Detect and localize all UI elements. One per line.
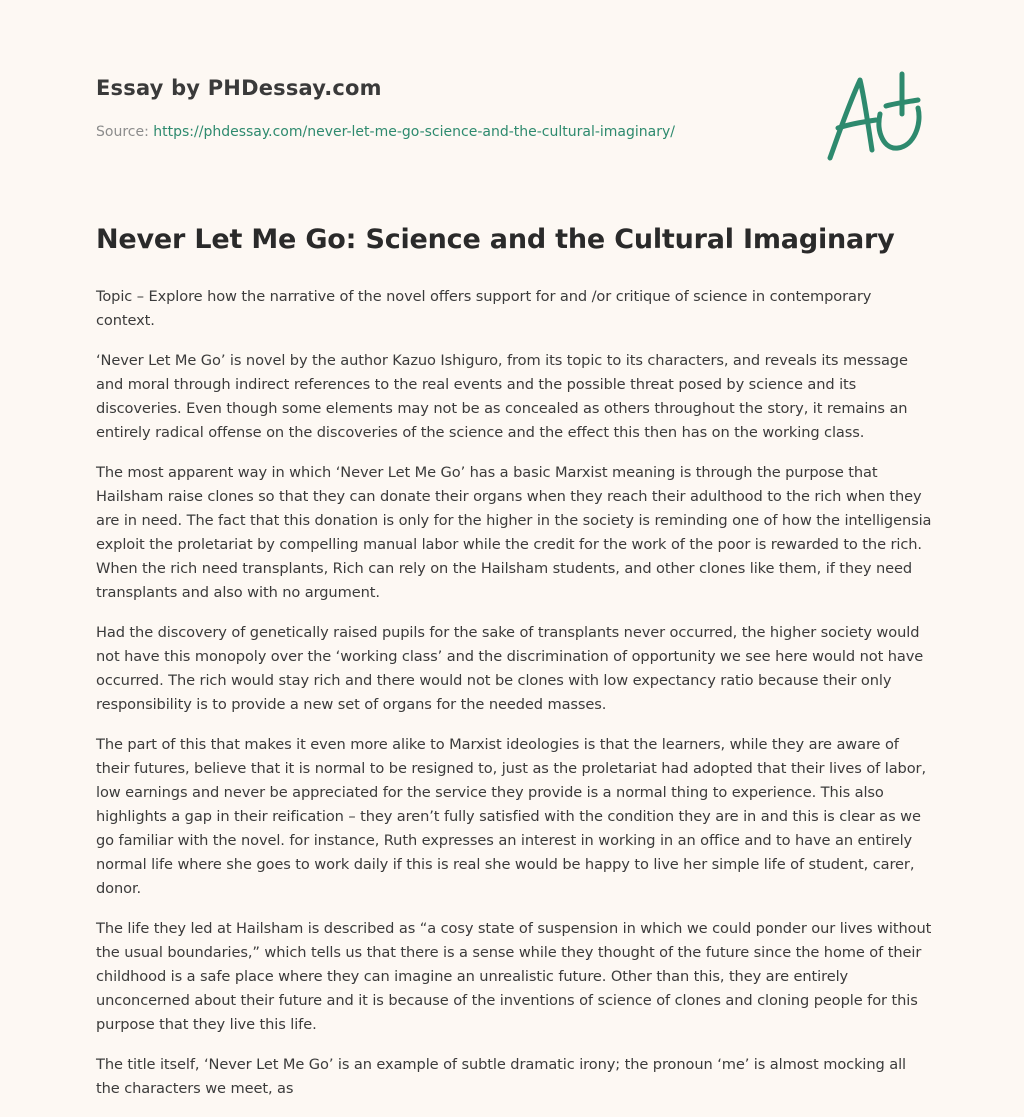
source-link[interactable]: https://phdessay.com/never-let-me-go-science-and-the-cultural-imaginary/ [153,124,675,140]
source-line [96,124,675,140]
essay-paragraph: The part of this that makes it even more alike to Marxist ideologies is that the learners, while they are aware of their futures, believe that it is normal to be resigned to, just as the proletariat had adopted that their lives of labor, low earnings and never be appreciated for the service they provide is a normal thing to experience. This also highlights a gap in their reification – they aren’t fully satisfied with the condition they are in and this is clear as we go familiar with the novel. for instance, Ruth expresses an interest in working in an office and to have an entirely normal life where she goes to work daily if this is real she would be happy to live her simple life of student, carer, donor. [96,736,926,897]
essay-paragraph: Topic – Explore how the narrative of the novel offers support for and /or critique of science in contemporary context. [96,288,872,329]
site-brand: Essay by PHDessay.com [96,76,382,100]
essay-title: Never Let Me Go: Science and the Cultural Imaginary [96,224,895,255]
essay-paragraph: The life they led at Hailsham is described as “a cosy state of suspension in which we could ponder our lives without the usual boundaries,” which tells us that there is a sense while they thought of the future since the home of their childhood is a safe place where they can imagine an unrealistic future. Other than this, they are entirely unconcerned about their future and it is because of the inventions of science of clones and cloning people for this purpose that they live this life. [96,920,932,1033]
essay-body [96,285,932,1117]
essay-paragraph: The most apparent way in which ‘Never Let Me Go’ has a basic Marxist meaning is through the purpose that Hailsham raise clones so that they can donate their organs when they reach their adulthood to the rich when they are in need. The fact that this donation is only for the higher in the society is reminding one of how the intelligensia exploit the proletariat by compelling manual labor while the credit for the work of the poor is rewarded to the rich. When the rich need transplants, Rich can rely on the Hailsham students, and other clones like them, if they need transplants and also with no argument. [96,464,932,601]
source-label: Source: [96,124,149,140]
a-plus-logo-icon [820,66,930,166]
essay-paragraph: The title itself, ‘Never Let Me Go’ is an example of subtle dramatic irony; the pronoun ‘me’ is almost mocking all the characters we meet, as [96,1056,906,1097]
essay-paragraph: Had the discovery of genetically raised pupils for the sake of transplants never occurred, the higher society would not have this monopoly over the ‘working class’ and the discrimination of opportunity we see here would not have occurred. The rich would stay rich and there would not be clones with low expectancy ratio because their only responsibility is to provide a new set of organs for the needed masses. [96,624,924,713]
essay-paragraph: ‘Never Let Me Go’ is novel by the author Kazuo Ishiguro, from its topic to its characters, and reveals its message and moral through indirect references to the real events and the possible threat posed by science and its discoveries. Even though some elements may not be as concealed as others throughout the story, it remains an entirely radical offense on the discoveries of the science and the effect this then has on the working class. [96,352,908,441]
